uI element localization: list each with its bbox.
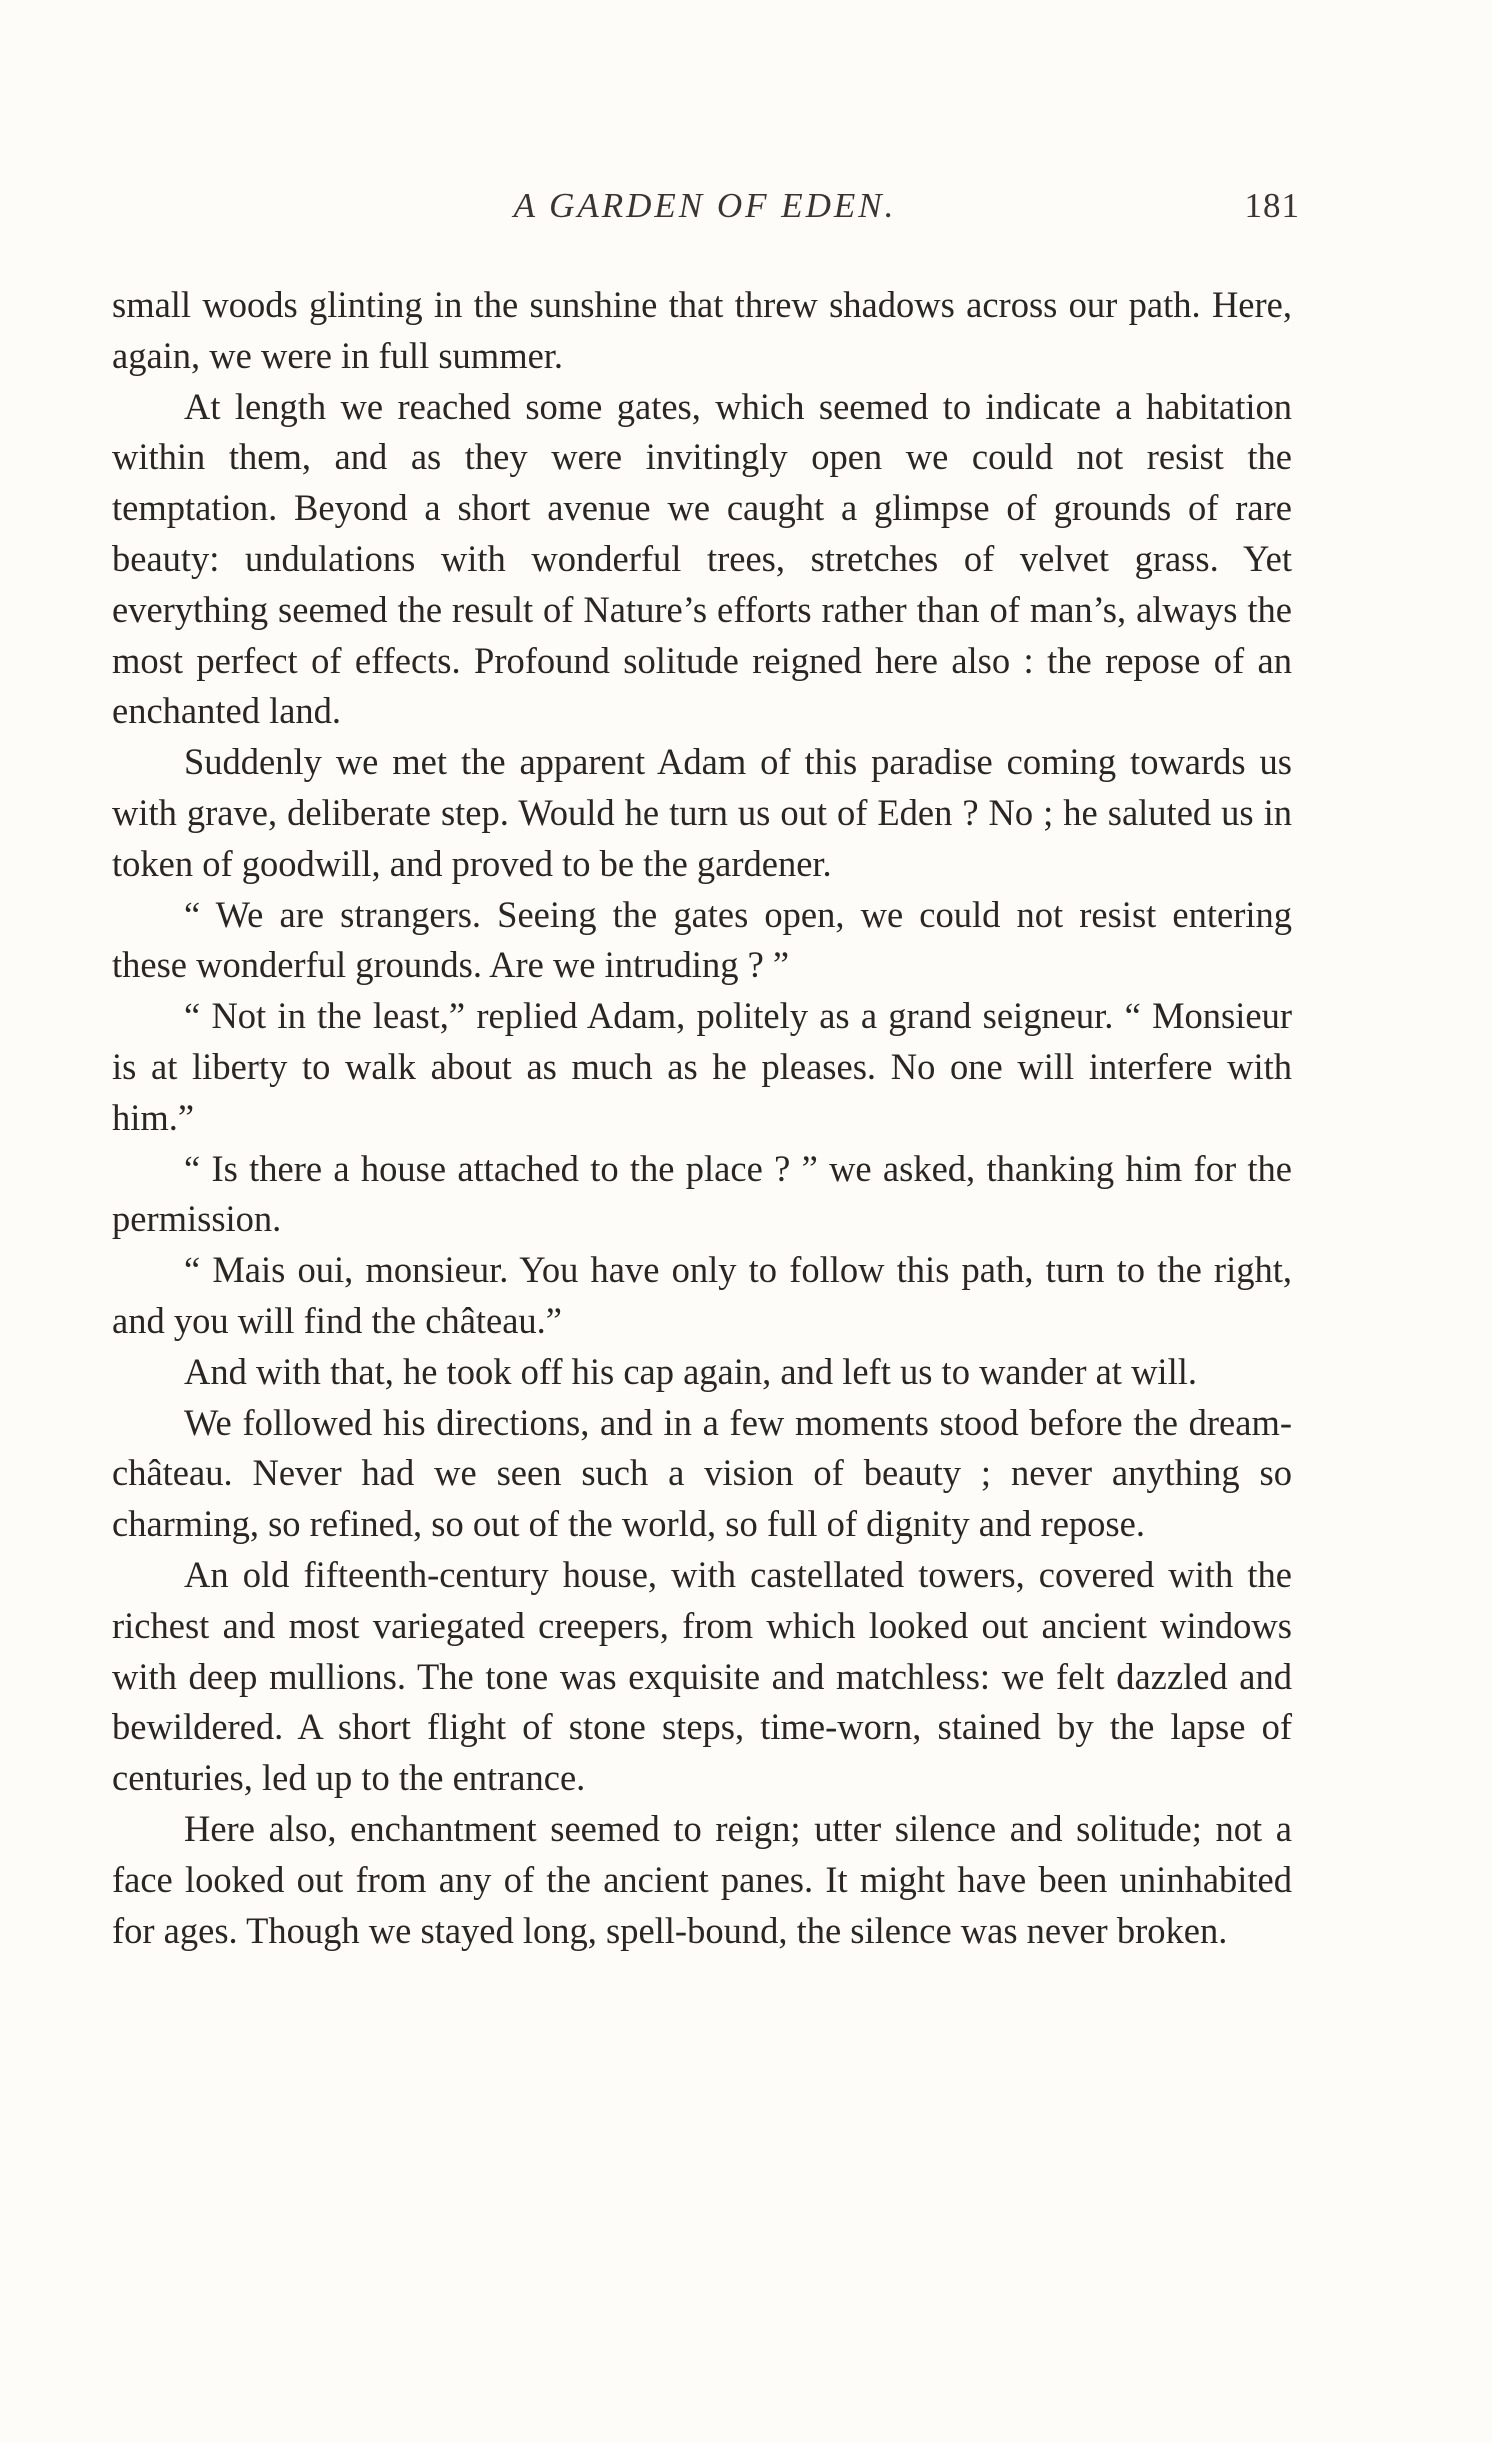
paragraph: And with that, he took off his cap again, and left us to wander at will. [184,1350,1197,1392]
paragraph: An old fifteenth-century house, with castellated towers, covered with the richest and most variegated creepers, from which looked out ancient windows with deep mullions. The tone was exquisite and matchless: we felt dazzled and bewildered. A short flight of stone steps, time-worn, stained by the lapse of centuries, led up to the entrance. [112,1553,1292,1799]
running-title: A GARDEN OF EDEN. [513,186,897,225]
paragraph: We followed his directions, and in a few moments stood before the dream-château. Never had we seen such a vision of beauty ; never anything so charming, so refined, so out of the world, so full of dignity and repose. [112,1401,1292,1545]
running-head [110,186,1300,238]
page-number: 181 [1244,186,1300,225]
paragraph: Suddenly we met the apparent Adam of this paradise coming towards us with grave, deliberate step. Would he turn us out of Eden ? No ; he saluted us in token of goodwill, and proved to be the gardener. [112,741,1292,884]
paragraph-dialogue: “ Is there a house attached to the place ? ” we asked, thanking him for the permission. [112,1147,1292,1240]
paragraph-dialogue: “ We are strangers. Seeing the gates open, we could not resist entering these wonderful grounds. Are we intruding ? ” [112,893,1292,986]
paragraph-continued: small woods glinting in the sunshine that threw shadows across our path. Here, again, we were in full summer. [112,284,1292,376]
paragraph: At length we reached some gates, which seemed to indicate a habitation within them, and as they were invitingly open we could not resist the temptation. Beyond a short avenue we caught a glimpse of grounds of rare beauty: undulations with wonderful trees, stretches of velvet grass. Yet everything seemed the result of Nature’s efforts rather than of man’s, always the most perfect of effects. Profound solitude reigned here also : the repose of an enchanted land. [112,385,1292,732]
paragraph-dialogue: “ Not in the least,” replied Adam, politely as a grand seigneur. “ Monsieur is at liberty to walk about as much as he pleases. No one will interfere with him.” [112,995,1292,1138]
paragraph-dialogue: “ Mais oui, monsieur. You have only to follow this path, turn to the right, and you will find the château.” [112,1249,1292,1341]
paragraph: Here also, enchantment seemed to reign; utter silence and solitude; not a face looked out from any of the ancient panes. It might have been uninhabited for ages. Though we stayed long, spell-bound, the silence was never broken. [112,1807,1292,1951]
body-text [112,280,1292,1956]
